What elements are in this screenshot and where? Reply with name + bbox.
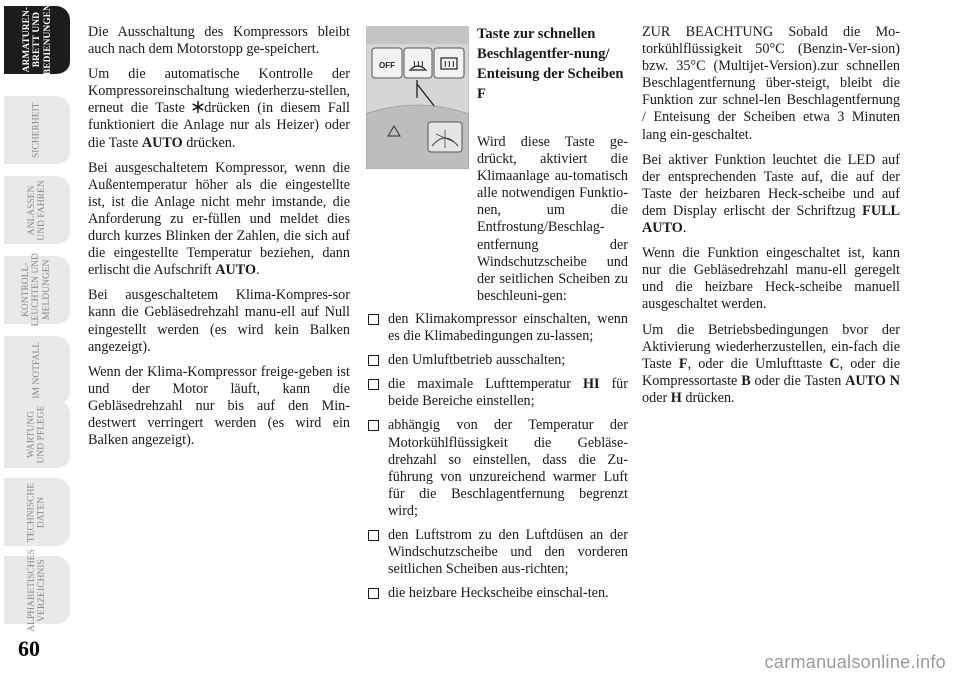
paragraph-text: drücken.: [182, 134, 236, 151]
climate-control-panel-illustration: [366, 26, 469, 169]
list-item: [366, 311, 628, 345]
checkbox-bullet-icon: [368, 588, 379, 599]
paragraph: [88, 66, 350, 151]
watermark: carmanualsonline.info: [764, 652, 946, 672]
text-column-1: [88, 24, 350, 457]
checkbox-bullet-icon: [368, 314, 379, 325]
bullet-list: [366, 311, 628, 602]
paragraph-text: Die Ausschaltung des Kompressors bleibt auch nach dem Motorstopp ge-speichert.: [88, 24, 350, 58]
list-item-text: den Umluftbetrieb ausschalten;: [388, 352, 566, 369]
key-label: AUTO N: [845, 372, 900, 389]
paragraph-text: Bei aktiver Funktion leuchtet die LED auf der entsprechenden Taste auf, die auf der Taste der heizbaren Heck-scheibe und auf dem Display erlischt der Schriftzug: [642, 151, 900, 219]
paragraph-text: .: [256, 262, 260, 279]
tab-label: KONTROLL- LEUCHTEN UND MELDUNGEN: [21, 253, 53, 327]
tab-wartung[interactable]: [4, 400, 70, 470]
list-item: [366, 376, 628, 410]
tab-label: SICHERHEIT: [31, 102, 42, 158]
list-item-text: den Luftstrom zu den Luftdüsen an der Windschutzscheibe und den vorderen seitlichen Scheiben aus-richten;: [388, 526, 628, 578]
tab-label: WARTUNG UND PFLEGE: [26, 404, 47, 464]
paragraph: [88, 160, 350, 280]
list-item: [366, 527, 628, 578]
tab-alphabetisches-verzeichnis[interactable]: [4, 548, 70, 632]
tab-label: IM NOTFALL: [31, 341, 42, 399]
list-item-text: für beide Bereiche einstellen;: [388, 376, 628, 410]
key-label: FULL AUTO: [642, 202, 900, 237]
off-button-label: OFF: [379, 61, 395, 70]
text-column-2: [366, 24, 628, 609]
paragraph-text: drücken (in diesem Fall funktioniert die Anlage nur als Heizer) oder die Taste: [88, 100, 350, 151]
paragraph-text: Wenn der Klima-Kompressor freige-geben ist und der Motor läuft, kann die Gebläsedrehzahl nur bis auf den Min-destwert verringert werden (es wird ein Balken angezeigt).: [88, 363, 350, 449]
paragraph: [88, 24, 350, 58]
tab-label: ALPHABETISCHES VERZEICHNIS: [26, 548, 48, 632]
tab-im-notfall[interactable]: [4, 336, 70, 406]
key-label: H: [670, 389, 682, 406]
paragraph-text: ZUR BEACHTUNG Sobald die Mo-torkühlflüssigkeit 50°C (Benzin-Ver-sion) bzw. 35°C (Multijet-Version).zur schnellen Beschlagentfernung über-steigt, bleibt die Funktion zur schnel-len Beschlagentfernung / Enteisung der Scheiben etwa 3 Minuten lang ein-geschaltet.: [642, 24, 900, 143]
list-item: [366, 352, 628, 369]
key-label: AUTO: [141, 134, 183, 151]
page-number: 60: [18, 636, 40, 661]
paragraph-text: , oder die Umlufttaste: [687, 355, 830, 372]
key-label: B: [741, 372, 751, 389]
paragraph: [88, 287, 350, 355]
checkbox-bullet-icon: [368, 355, 379, 366]
tab-kontrollleuchten[interactable]: [4, 253, 70, 327]
tab-armaturenbrett[interactable]: [4, 6, 70, 76]
paragraph-text: Um die Betriebsbedingungen bvor der Aktivierung wiederherzustellen, ein-fach die Taste: [642, 321, 900, 372]
paragraph-text: .: [682, 220, 687, 237]
paragraph-text: drücken.: [681, 389, 735, 406]
paragraph-text: , oder die Kompressortaste: [642, 355, 901, 389]
key-label: HI: [582, 376, 600, 393]
tab-label: TECHNISCHE DATEN: [26, 482, 47, 542]
paragraph-text: Wenn die Funktion eingeschaltet ist, kann nur die Gebläsedrehzahl manu-ell geregelt und die heizbare Heck-scheibe manuell ausgeschaltet werden.: [642, 245, 900, 313]
paragraph-text: Wird diese Taste ge-drückt, aktiviert die Klimaanlage au-tomatisch alle notwendigen Funktio-nen, um die Entfrostung/Beschlag-entfernung der Windschutzscheibe und der seitlichen Scheiben zu beschleuni-gen:: [477, 134, 628, 304]
paragraph-text: oder die Tasten: [750, 372, 846, 389]
checkbox-bullet-icon: [368, 420, 379, 431]
list-item-text: abhängig von der Temperatur der Motorkühlflüssigkeit die Gebläse-drehzahl so einstellen, dass die Zu-führung von unzureichend warmer Luft für die Beschlagentfernung begrenzt wird;: [388, 417, 628, 519]
paragraph: [642, 245, 900, 313]
section-header: [366, 24, 628, 174]
tab-sicherheit[interactable]: [4, 96, 70, 166]
paragraph-text: Um die automatische Kontrolle der Kompressoreinschaltung wiederherzu-stellen, erneut die Taste: [88, 66, 350, 117]
tab-label: ANLASSEN UND FAHREN: [26, 179, 47, 241]
paragraph-text: Bei ausgeschaltetem Kompressor, wenn die Außentemperatur höher als die eingestellte ist, ist die Anlage nicht mehr imstande, die Anforderung zu er-füllen und meldet dies durch kurzes Blinken der Zahlen, die sich auf die eingestellte Temperatur beziehen, dann erlischt die Aufschrift: [88, 159, 350, 279]
list-item: [366, 585, 628, 602]
list-item-text: den Klimakompressor einschalten, wenn es die Klimabedingungen zu-lassen;: [388, 310, 628, 345]
tab-anlassen[interactable]: [4, 176, 70, 246]
paragraph: [642, 152, 900, 237]
paragraph-text: Bei ausgeschaltetem Klima-Kompres-sor kann die Gebläsedrehzahl manu-ell auf Null eingestellt werden (es wird kein Balken angezeigt).: [88, 287, 350, 355]
key-label: AUTO: [215, 262, 256, 279]
paragraph: [642, 322, 900, 407]
key-label: F: [678, 355, 688, 372]
snowflake-icon: [192, 101, 204, 113]
tab-label: ARMATUREN- BRETT UND BEDIENUNGEN: [21, 4, 53, 76]
key-label: C: [829, 355, 840, 372]
tab-technische-daten[interactable]: [4, 478, 70, 548]
checkbox-bullet-icon: [368, 379, 379, 390]
checkbox-bullet-icon: [368, 530, 379, 541]
list-item: [366, 417, 628, 520]
text-column-3: [642, 24, 900, 415]
paragraph: [88, 364, 350, 449]
section-heading: Taste zur schnellen Beschlagentfer-nung/ Enteisung der Scheiben F: [477, 26, 624, 102]
chapter-sidebar: [0, 0, 74, 640]
list-item-text: die maximale Lufttemperatur: [388, 376, 583, 393]
list-item-text: die heizbare Heckscheibe einschal-ten.: [388, 585, 609, 602]
paragraph: [642, 24, 900, 144]
paragraph-text: oder: [642, 389, 671, 406]
